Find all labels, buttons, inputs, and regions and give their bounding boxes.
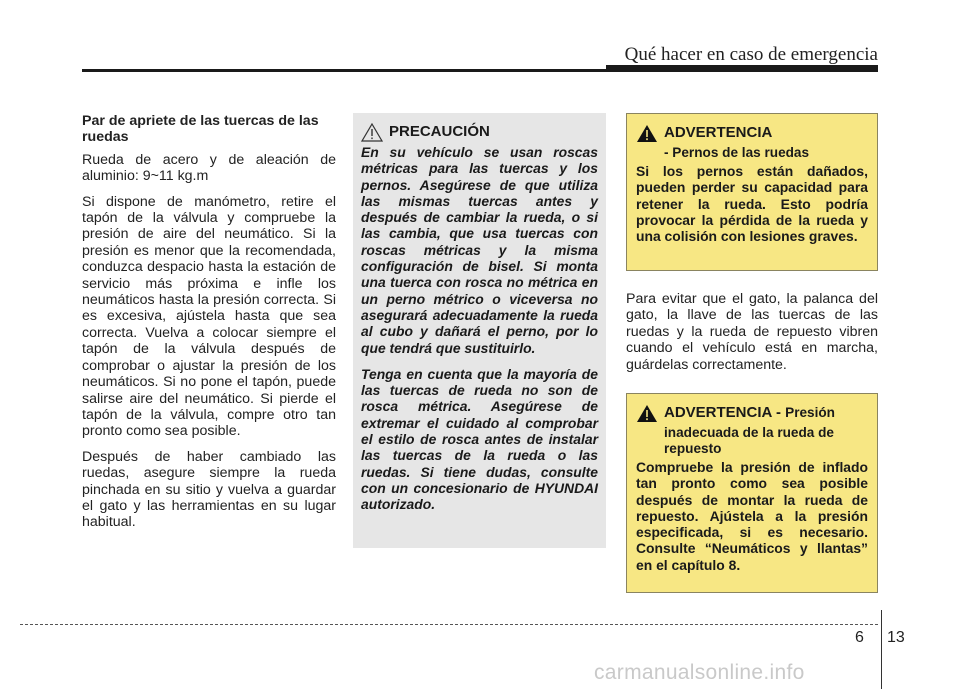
storage-paragraph: Después de haber cambiado las ruedas, asegure siempre la rueda pinchada en su sitio y vuelva a guardar el gato y las herramientas en su lugar habitual. [82,448,336,531]
warning-box-spare-pressure [626,393,878,593]
warning-triangle-filled-icon [636,404,658,423]
warning-box-wheel-bolts [626,113,878,271]
caution-paragraph: En su vehículo se usan roscas métricas para las tuercas y los pernos. Asegúrese de que utiliza las mismas tuercas antes y después de cambiar la rueda, o si las cambia, que usa tuercas con roscas métricas y la misma configuración de bisel. Si monta una tuerca con rosca no métrica en un perno métrico o viceversa no asegurará adecuadamente la rueda al cubo y dañará el perno, por lo que tendrá que sustituirlo. [361,144,598,356]
warning-subtitle: inadecuada de la rueda de repuesto [664,425,834,456]
warning-title [664,404,835,422]
torque-value-paragraph: Rueda de acero y de aleación de aluminio: 9~11 kg.m [82,151,336,185]
warning-text: Compruebe la presión de inflado tan pronto como sea posible después de montar la rueda de repuesto. Ajústela a la presión especificada, si es necesario. Consulte “Neumáticos y llantas” en el capítulo 8. [636,459,868,573]
chapter-number: 6 [855,629,864,646]
pressure-paragraph: Si dispone de manómetro, retire el tapón de la válvula y compruebe la presión de aire del neumático. Si la presión es menor que la recomendada, conduzca despacio hasta la estación de servicio más próxima e infle los neumáticos hasta la presión correcta. Si es excesiva, ajústela hasta que sea correcta. Vuelva a colocar siempre el tapón de la válvula después de comprobar o ajustar la presión de los neumáticos. Si no pone el tapón, puede salirse aire del neumático. Si pierde el tapón de la válvula, compre otro tan pronto como sea posible. [82,193,336,440]
caution-paragraph: Tenga en cuenta que la mayoría de las tuercas de rueda no son de rosca métrica. Asegúrese de extremar el cuidado al comprobar el estilo de rosca antes de instalar las tuercas de la rueda o las ruedas. Si tiene dudas, consulte con un concesionario de HYUNDAI autorizado. [361,365,598,513]
caution-header [361,123,598,142]
warning-title: ADVERTENCIA [664,124,773,141]
left-column [82,113,336,540]
page-number: 13 [887,629,905,646]
footer-divider [881,610,882,689]
warning-header [636,404,868,423]
warning-title-main: ADVERTENCIA - [664,404,781,421]
warning-subtitle: - Pernos de las ruedas [664,145,810,160]
warning-text: Si los pernos están dañados, pueden perder su capacidad para retener la rueda. Esto podría provocar la pérdida de la rueda y una colisión con lesiones graves. [636,163,868,245]
warning-triangle-filled-icon [636,124,658,143]
caution-title: PRECAUCIÓN [389,123,490,140]
watermark: carmanualsonline.info [594,661,805,684]
caution-box [353,113,606,548]
footer-rule [20,624,878,625]
torque-subtitle: Par de apriete de las tuercas de las ruedas [82,113,319,146]
section-title: Qué hacer en caso de emergencia [624,44,878,65]
warning-triangle-outline-icon [361,123,383,142]
warning-header [636,124,868,143]
warning-title-suffix: Presión [785,405,835,420]
header-rule-accent [606,65,878,72]
storage-advice-paragraph: Para evitar que el gato, la palanca del gato, la llave de las tuercas de las ruedas y la rueda de repuesto vibren cuando el vehículo está en marcha, guárdelas correctamente. [626,291,878,373]
